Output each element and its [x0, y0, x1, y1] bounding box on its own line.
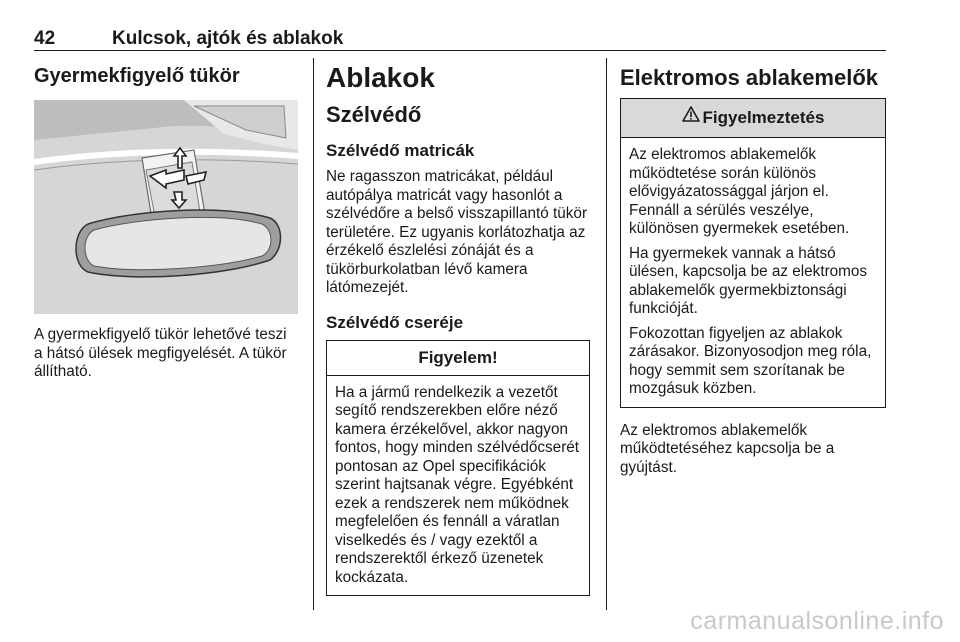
paragraph: Az elektromos ablakemelők működtetéséhez kapcsolja be a gyújtást.: [620, 421, 835, 476]
column-left: [34, 58, 298, 382]
rear-view-mirror-illustration: [34, 100, 298, 314]
warning-paragraph: Ha gyermekek vannak a hátsó ülésen, kapcsolja be az elektromos ablakemelők gyermekbiztonsági funkcióját.: [629, 244, 868, 317]
notice-box: [326, 340, 590, 597]
warning-paragraph: Fokozottan figyeljen az ablakok zárásakor. Bizonyosodjon meg róla, hogy semmit sem szorítanak be mozgásuk közben.: [629, 324, 872, 397]
warning-box: [620, 98, 886, 408]
column-middle: [326, 58, 590, 596]
figure-caption: A gyermekfigyelő tükör lehetővé teszi a hátsó ülések megfigyelését. A tükör állítható.: [34, 326, 287, 380]
page-number: 42: [34, 28, 56, 49]
chapter-heading: Ablakok: [326, 62, 435, 93]
header-rule: [34, 50, 886, 51]
warning-triangle-icon: [682, 98, 700, 136]
column-divider: [606, 58, 607, 610]
column-divider: [313, 58, 314, 610]
section-heading: Elektromos ablakemelők: [620, 65, 879, 90]
mirror-drawing: [34, 100, 298, 314]
warning-paragraph: Az elektromos ablakemelők működtetése során különös elővigyázatossággal járjon el. Fennáll a sérülés veszélye, különösen gyermekek esetében.: [629, 146, 850, 237]
warning-header: [621, 99, 885, 138]
chapter-title: Kulcsok, ajtók és ablakok: [112, 28, 344, 49]
watermark: carmanualsonline.info: [690, 607, 944, 635]
notice-text: Ha a jármű rendelkezik a vezetőt segítő rendszerekben előre néző kamera érzékelővel, akkor nagyon fontos, hogy minden szélvédőcserét pontosan az Opel specifikációk szerint hajtsanak végre. Egyébként ezek a rendszerek nem működnek megfelelően és fennáll a váratlan viselkedés és / vagy ezektől a rendszerektől érkező üzenetek kockázata.: [335, 383, 580, 586]
section-heading: Szélvédő: [326, 102, 422, 127]
section-title: Gyermekfigyelő tükör: [34, 65, 240, 87]
warning-body: [621, 138, 885, 407]
paragraph: Ne ragasszon matricákat, például autópálya matricát vagy hasonlót a szélvédőre a belső visszapillantó tükör területére. Ez ugyanis korlátozhatja az érzékelő észlelési zónáját és a tükörburkolatban lévő kamera látómezejét.: [326, 168, 588, 296]
column-right: [620, 58, 886, 477]
page-header: [34, 28, 886, 50]
warning-title: Figyelmeztetés: [702, 108, 825, 127]
subsection-heading: Szélvédő cseréje: [326, 312, 464, 332]
subsection-heading: Szélvédő matricák: [326, 141, 475, 160]
notice-body: [327, 376, 589, 596]
notice-title: Figyelem!: [327, 341, 589, 376]
